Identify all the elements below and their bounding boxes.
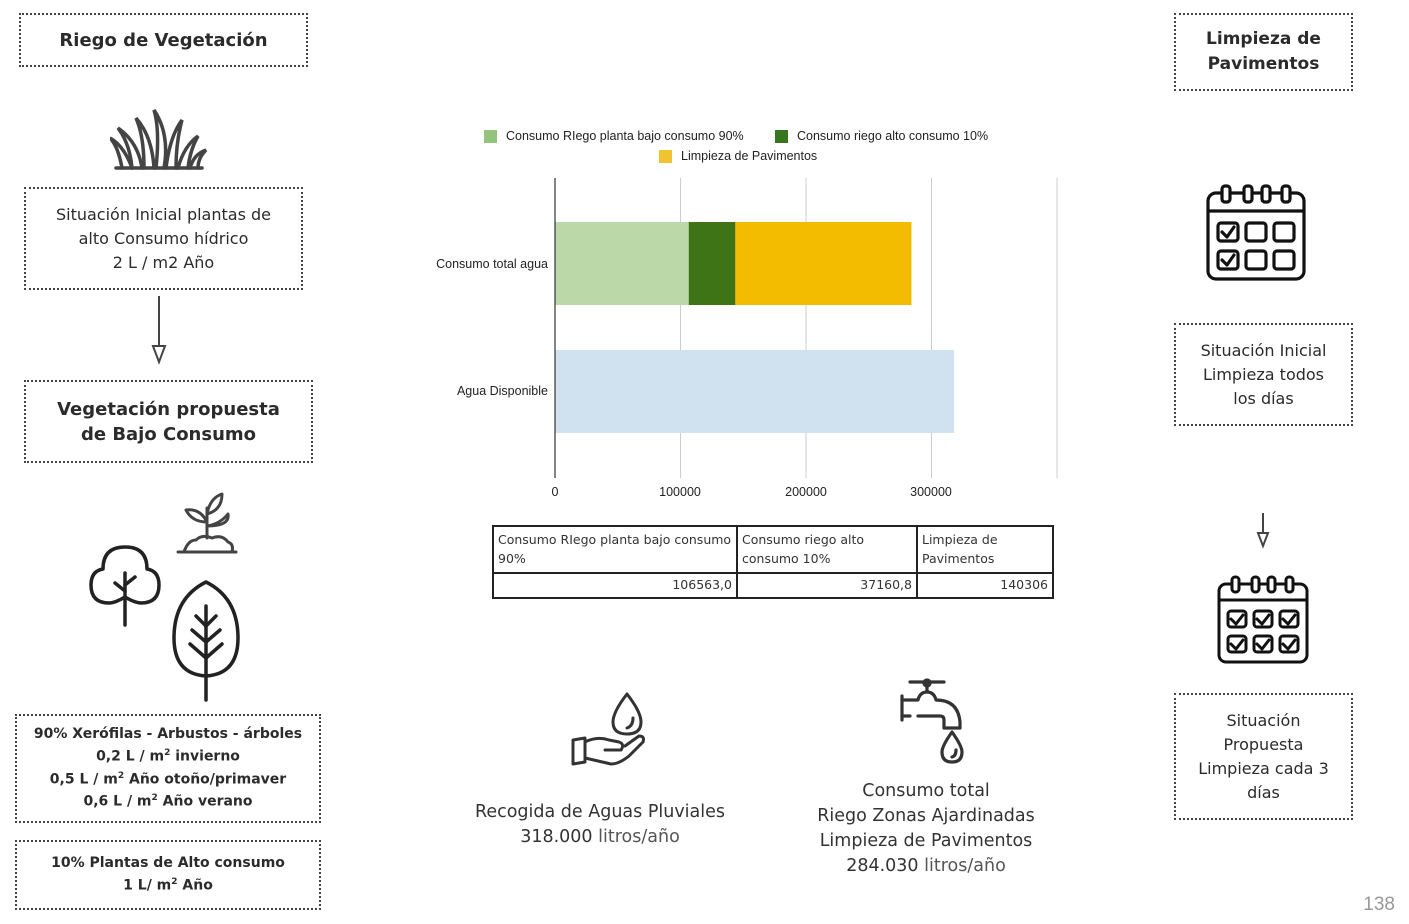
- rainwater-value-line: [440, 825, 760, 850]
- total-consumption-value-line: [780, 854, 1072, 879]
- total-consumption-caption: [780, 779, 1072, 879]
- autumn-spring-rate-line: 0,5 L / $m^2$ Año otoño/primaver: [49, 770, 287, 788]
- category-label-available-water: Agua Disponible: [456, 384, 548, 398]
- consumption-data-table: [492, 525, 1054, 599]
- calendar-daily-icon: [1204, 183, 1308, 283]
- legend-label-low-consumption: Consumo RIego planta bajo consumo 90%: [506, 129, 744, 143]
- table-header-row: [493, 526, 1053, 573]
- proposed-cleaning-line-1: Situación: [1226, 710, 1301, 730]
- total-consumption-line-1: Consumo total: [862, 781, 990, 801]
- initial-vegetation-line-3: 2 L / m2 Año: [112, 252, 215, 272]
- summer-rate-line: 0,6 L / $m^2$ Año verano: [83, 793, 253, 810]
- total-consumption-line-2: Riego Zonas Ajardinadas: [817, 806, 1035, 826]
- hand-water-drop-icon: [569, 690, 647, 770]
- initial-vegetation-line-1: Situación Inicial plantas de: [55, 204, 271, 224]
- table-header-cell: Consumo RIego planta bajo consumo 90%: [493, 526, 737, 573]
- bar-segment: [555, 222, 689, 305]
- bar-segment: [689, 222, 736, 305]
- initial-cleaning-line-2: Limpieza todos: [1202, 364, 1325, 384]
- x-tick-label: 0: [551, 485, 559, 499]
- legend-label-paving-cleaning: Limpieza de Pavimentos: [681, 149, 818, 163]
- category-label-total-consumption: Consumo total agua: [436, 257, 548, 271]
- total-consumption-unit: litros/año: [918, 856, 1006, 876]
- calendar-every-three-days-icon: [1216, 574, 1310, 666]
- total-consumption-value: 284.030: [846, 856, 919, 876]
- high-consumption-line: 10% Plantas de Alto consumo: [51, 855, 285, 872]
- initial-vegetation-line-2: alto Consumo hídrico: [78, 228, 249, 248]
- table-header-cell: Consumo riego alto consumo 10%: [737, 526, 917, 573]
- arrow-down-icon: [1255, 513, 1271, 549]
- vegetation-irrigation-title: Riego de Vegetación: [59, 29, 268, 51]
- proposed-vegetation-line-1: Vegetación propuesta: [57, 398, 280, 420]
- proposed-cleaning-line-2: Propuesta: [1223, 734, 1304, 754]
- rainwater-value: 318.000: [520, 827, 593, 847]
- table-cell: 140306: [917, 573, 1053, 598]
- proposed-cleaning-line-4: días: [1247, 782, 1280, 802]
- initial-cleaning-box: [1174, 323, 1353, 426]
- bar-segment: [735, 222, 911, 305]
- rainwater-title: Recogida de Aguas Pluviales: [474, 802, 726, 822]
- xerophytes-line: 90% Xerófilas - Arbustos - árboles: [33, 726, 303, 743]
- initial-cleaning-line-3: los días: [1233, 388, 1294, 408]
- rainwater-caption: [440, 800, 760, 850]
- paving-cleaning-title-line-1: Limpieza de: [1206, 29, 1321, 49]
- total-consumption-line-3: Limpieza de Pavimentos: [819, 831, 1033, 851]
- table-row: [493, 573, 1053, 598]
- x-tick-label: 100000: [659, 485, 701, 499]
- table-cell: 106563,0: [493, 573, 737, 598]
- proposed-cleaning-box: [1174, 693, 1353, 820]
- proposed-vegetation-line-2: de Bajo Consumo: [80, 423, 257, 445]
- initial-cleaning-line-1: Situación Inicial: [1200, 340, 1327, 360]
- x-tick-label: 200000: [785, 485, 827, 499]
- page-number: 138: [1363, 894, 1395, 915]
- high-consumption-rate-line: 1 L/ $m^2$ Año: [123, 877, 213, 894]
- x-tick-label: 300000: [910, 485, 952, 499]
- proposed-cleaning-line-3: Limpieza cada 3: [1198, 758, 1329, 778]
- bar-segment: [555, 350, 954, 433]
- rainwater-unit: litros/año: [592, 827, 680, 847]
- table-header-cell: Limpieza de Pavimentos: [917, 526, 1053, 573]
- water-tap-icon: [898, 676, 970, 768]
- paving-cleaning-title-box: [1174, 13, 1353, 91]
- legend-label-high-consumption: Consumo riego alto consumo 10%: [797, 129, 989, 143]
- winter-rate-line: 0,2 L / $m^2$ invierno: [96, 748, 240, 765]
- paving-cleaning-title-line-2: Pavimentos: [1207, 54, 1320, 74]
- table-cell: 37160,8: [737, 573, 917, 598]
